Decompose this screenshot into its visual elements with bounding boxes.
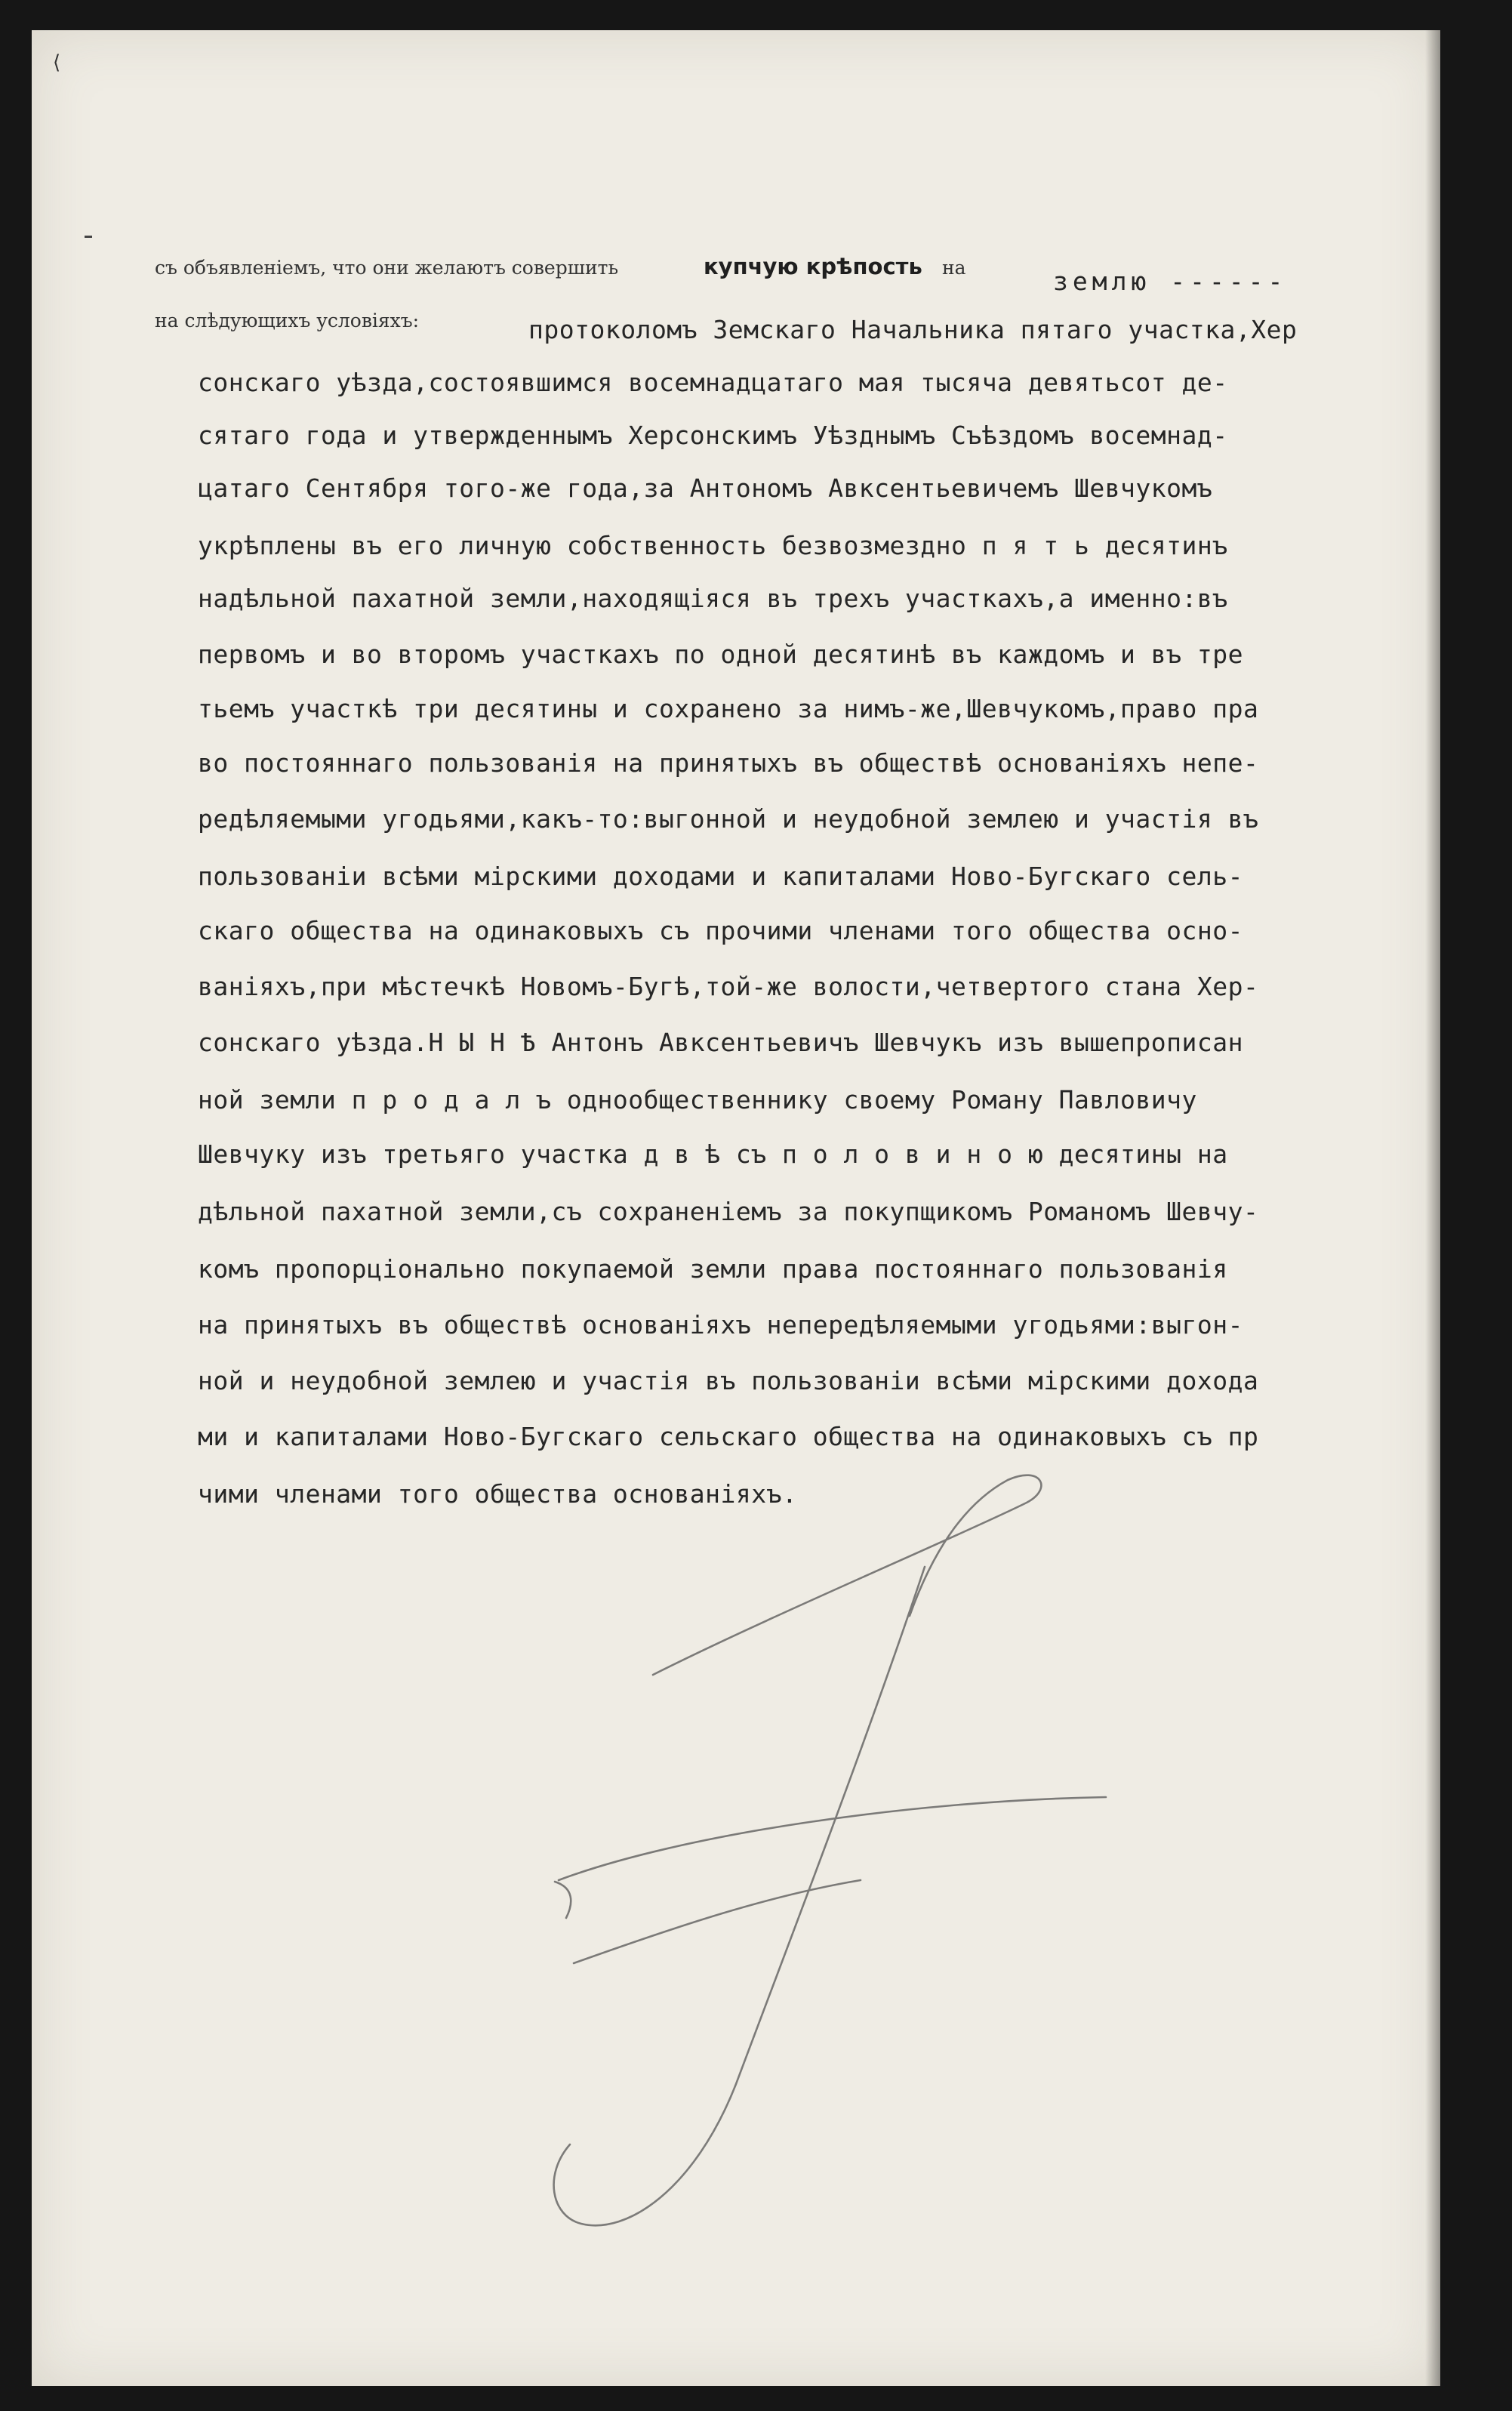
typed-line: редѣляемыми угодьями,какъ-то:выгонной и неудобной землею и участія въ [198,804,1259,834]
typed-line: сонскаго уѣзда,состоявшимся восемнадцатаго мая тысяча девятьсот де- [198,368,1228,397]
header-typed-text: землю ------ [1053,267,1288,296]
typed-line: ми и капиталами Ново-Бугскаго сельскаго общества на одинаковыхъ съ пр [198,1422,1259,1451]
typed-line: чими членами того общества основаніяхъ. [198,1479,798,1509]
typed-line: комъ пропорціонально покупаемой земли права постояннаго пользованія [198,1254,1228,1284]
header-bold-title: купчую крѣпость [704,254,922,279]
typed-line: укрѣплены въ его личную собственность безвозмездно п я т ь десятинъ [198,531,1228,560]
typed-line: ной и неудобной землею и участія въ пользованіи всѣми мірскими дохода [198,1366,1259,1395]
header-printed-text: съ объявленіемъ, что они желаютъ совершить [155,257,619,279]
typed-line: протоколомъ Земскаго Начальника пятаго участка,Хер [528,315,1298,344]
typed-line: тьемъ участкѣ три десятины и сохранено за нимъ-же,Шевчукомъ,право пра [198,694,1259,723]
typed-line: во постояннаго пользованія на принятыхъ въ обществѣ основаніяхъ непе- [198,748,1259,778]
conditions-label: на слѣдующихъ условіяхъ: [155,310,420,331]
typed-line: цатаго Сентября того-же года,за Антономъ Авксентьевичемъ Шевчукомъ [198,473,1213,503]
typed-line: на принятыхъ въ обществѣ основаніяхъ непередѣляемыми угодьями:выгон- [198,1310,1244,1340]
typed-line: надѣльной пахатной земли,находящіяся въ трехъ участкахъ,а именно:въ [198,584,1228,613]
typed-line: скаго общества на одинаковыхъ съ прочими членами того общества осно- [198,916,1244,945]
typed-line: ваніяхъ,при мѣстечкѣ Новомъ-Бугѣ,той-же волости,четвертого стана Хер- [198,972,1259,1001]
margin-dash [85,236,92,238]
typed-line: сятаго года и утвержденнымъ Херсонскимъ Уѣзднымъ Съѣздомъ восемнад- [198,421,1228,450]
typed-line: сонскаго уѣзда.Н Ы Н Ѣ Антонъ Авксентьевичъ Шевчукъ изъ вышепрописан [198,1028,1244,1057]
typed-line: дѣльной пахатной земли,съ сохраненіемъ за покупщикомъ Романомъ Шевчу- [198,1197,1259,1226]
typed-line: Шевчуку изъ третьяго участка д в ѣ съ п о л о в и н о ю десятины на [198,1139,1228,1169]
typed-line: ной земли п р о д а л ъ однообщественнику своему Роману Павловичу [198,1085,1197,1115]
header-printed-tail: на [942,257,966,279]
page-edge-shadow [1425,30,1440,2386]
corner-mark: ⟨ [53,51,61,74]
typed-line: первомъ и во второмъ участкахъ по одной десятинѣ въ каждомъ и въ тре [198,640,1244,669]
typed-line: пользованіи всѣми мірскими доходами и капиталами Ново-Бугскаго сель- [198,862,1244,891]
